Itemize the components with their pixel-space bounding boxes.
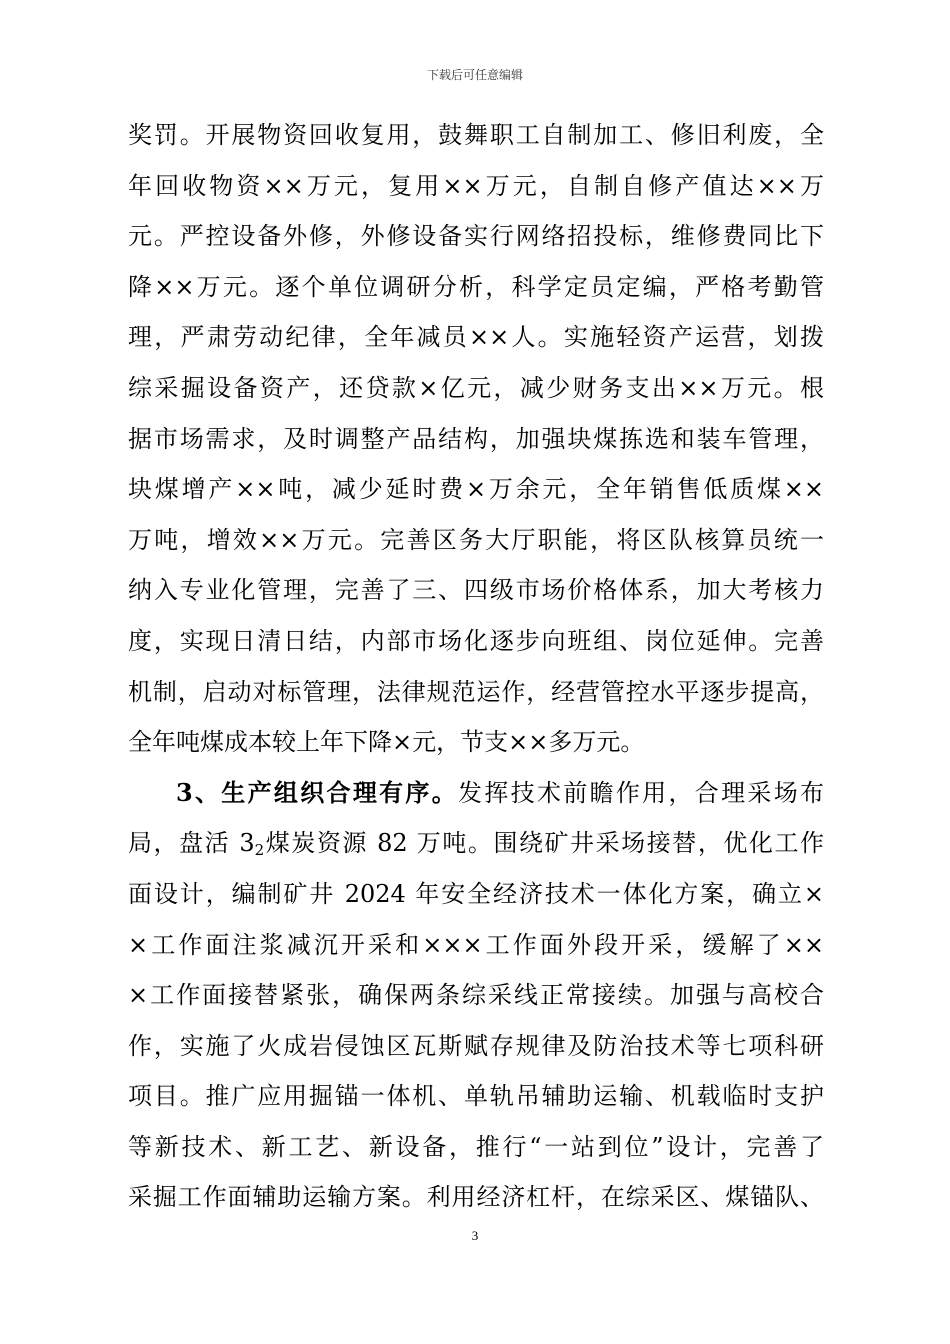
text-line: 降××万元。逐个单位调研分析，科学定员定编，严格考勤管 xyxy=(128,272,824,301)
text-line: 综采掘设备资产，还贷款×亿元，减少财务支出××万元。根 xyxy=(128,373,824,402)
text-line: 据市场需求，及时调整产品结构，加强块煤拣选和装车管理， xyxy=(128,424,824,453)
text-span: 发挥技术前瞻作用，合理采场布 xyxy=(458,778,824,807)
text-line: 全年吨煤成本较上年下降×元，节支××多万元。 xyxy=(128,728,645,757)
text-line: 面设计，编制矿井 2024 年安全经济技术一体化方案，确立× xyxy=(128,879,824,908)
text-line: 元。严控设备外修，外修设备实行网络招投标，维修费同比下 xyxy=(128,222,824,251)
text-line: ×工作面注浆减沉开采和×××工作面外段开采，缓解了×× xyxy=(128,930,824,959)
section-heading-line xyxy=(128,768,824,819)
header-note: 下载后可任意编辑 xyxy=(426,68,523,82)
text-line xyxy=(128,818,824,869)
text-line: 项目。推广应用掘锚一体机、单轨吊辅助运输、机载临时支护 xyxy=(128,1082,824,1111)
text-span: 局，盘活 3 xyxy=(128,829,255,858)
page-number: 3 xyxy=(471,1228,479,1243)
subscript: 2 xyxy=(254,841,265,860)
text-line: 机制，启动对标管理，法律规范运作，经营管控水平逐步提高， xyxy=(128,677,824,706)
text-line: 纳入专业化管理，完善了三、四级市场价格体系，加大考核力 xyxy=(128,576,824,605)
text-line: 作，实施了火成岩侵蚀区瓦斯赋存规律及防治技术等七项科研 xyxy=(128,1031,824,1060)
text-line: 理，严肃劳动纪律，全年减员××人。实施轻资产运营，划拨 xyxy=(128,323,824,352)
section-heading: 3、生产组织合理有序。 xyxy=(176,777,459,807)
text-span: 煤炭资源 82 万吨。围绕矿井采场接替，优化工作 xyxy=(264,829,825,858)
text-line: 等新技术、新工艺、新设备，推行“一站到位”设计，完善了 xyxy=(128,1132,824,1161)
text-line: 度，实现日清日结，内部市场化逐步向班组、岗位延伸。完善 xyxy=(128,626,824,655)
text-line: 万吨，增效××万元。完善区务大厅职能，将区队核算员统一 xyxy=(128,525,824,554)
text-line: ×工作面接替紧张，确保两条综采线正常接续。加强与高校合 xyxy=(128,981,824,1010)
text-line: 奖罚。开展物资回收复用，鼓舞职工自制加工、修旧利废，全 xyxy=(128,121,824,149)
text-line: 年回收物资××万元，复用××万元，自制自修产值达××万 xyxy=(128,171,824,200)
body-text xyxy=(128,110,824,1223)
text-line: 采掘工作面辅助运输方案。利用经济杠杆，在综采区、煤锚队、 xyxy=(128,1183,824,1212)
text-line: 块煤增产××吨，减少延时费×万余元，全年销售低质煤×× xyxy=(128,475,824,504)
